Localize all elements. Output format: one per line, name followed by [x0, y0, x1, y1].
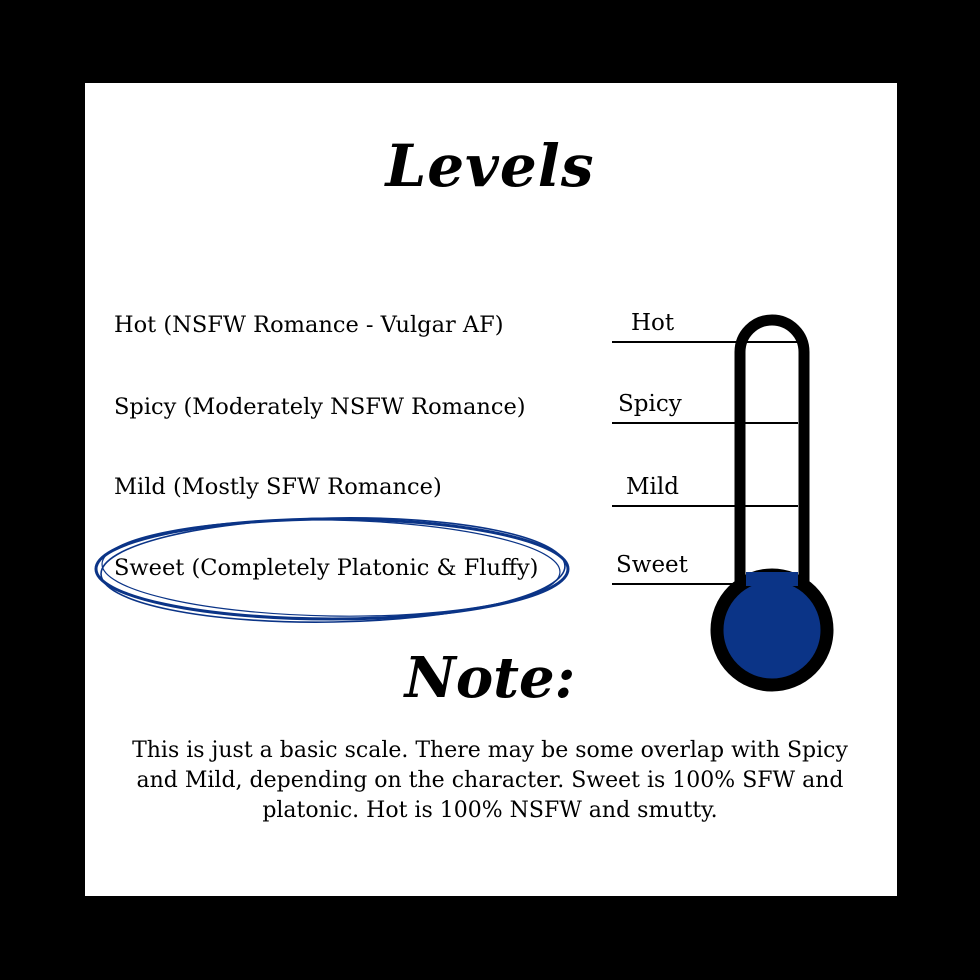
note-title: Note: — [404, 645, 576, 711]
thermometer-tube — [740, 320, 804, 584]
level-description-mild: Mild (Mostly SFW Romance) — [114, 474, 442, 500]
note-body: This is just a basic scale. There may be some overlap with Spicy and Mild, depending on the character. Sweet is 100% SFW and platonic. Hot is 100% NSFW and smutty. — [132, 738, 848, 823]
level-description-sweet: Sweet (Completely Platonic & Fluffy) — [114, 555, 539, 581]
page-title: Levels — [385, 132, 595, 200]
scale-label-sweet: Sweet — [616, 552, 688, 578]
level-description-spicy: Spicy (Moderately NSFW Romance) — [114, 394, 526, 420]
scale-label-spicy: Spicy — [618, 391, 682, 417]
scale-label-hot: Hot — [631, 310, 675, 336]
scale-label-mild: Mild — [626, 474, 679, 500]
level-description-hot: Hot (NSFW Romance - Vulgar AF) — [114, 312, 504, 338]
